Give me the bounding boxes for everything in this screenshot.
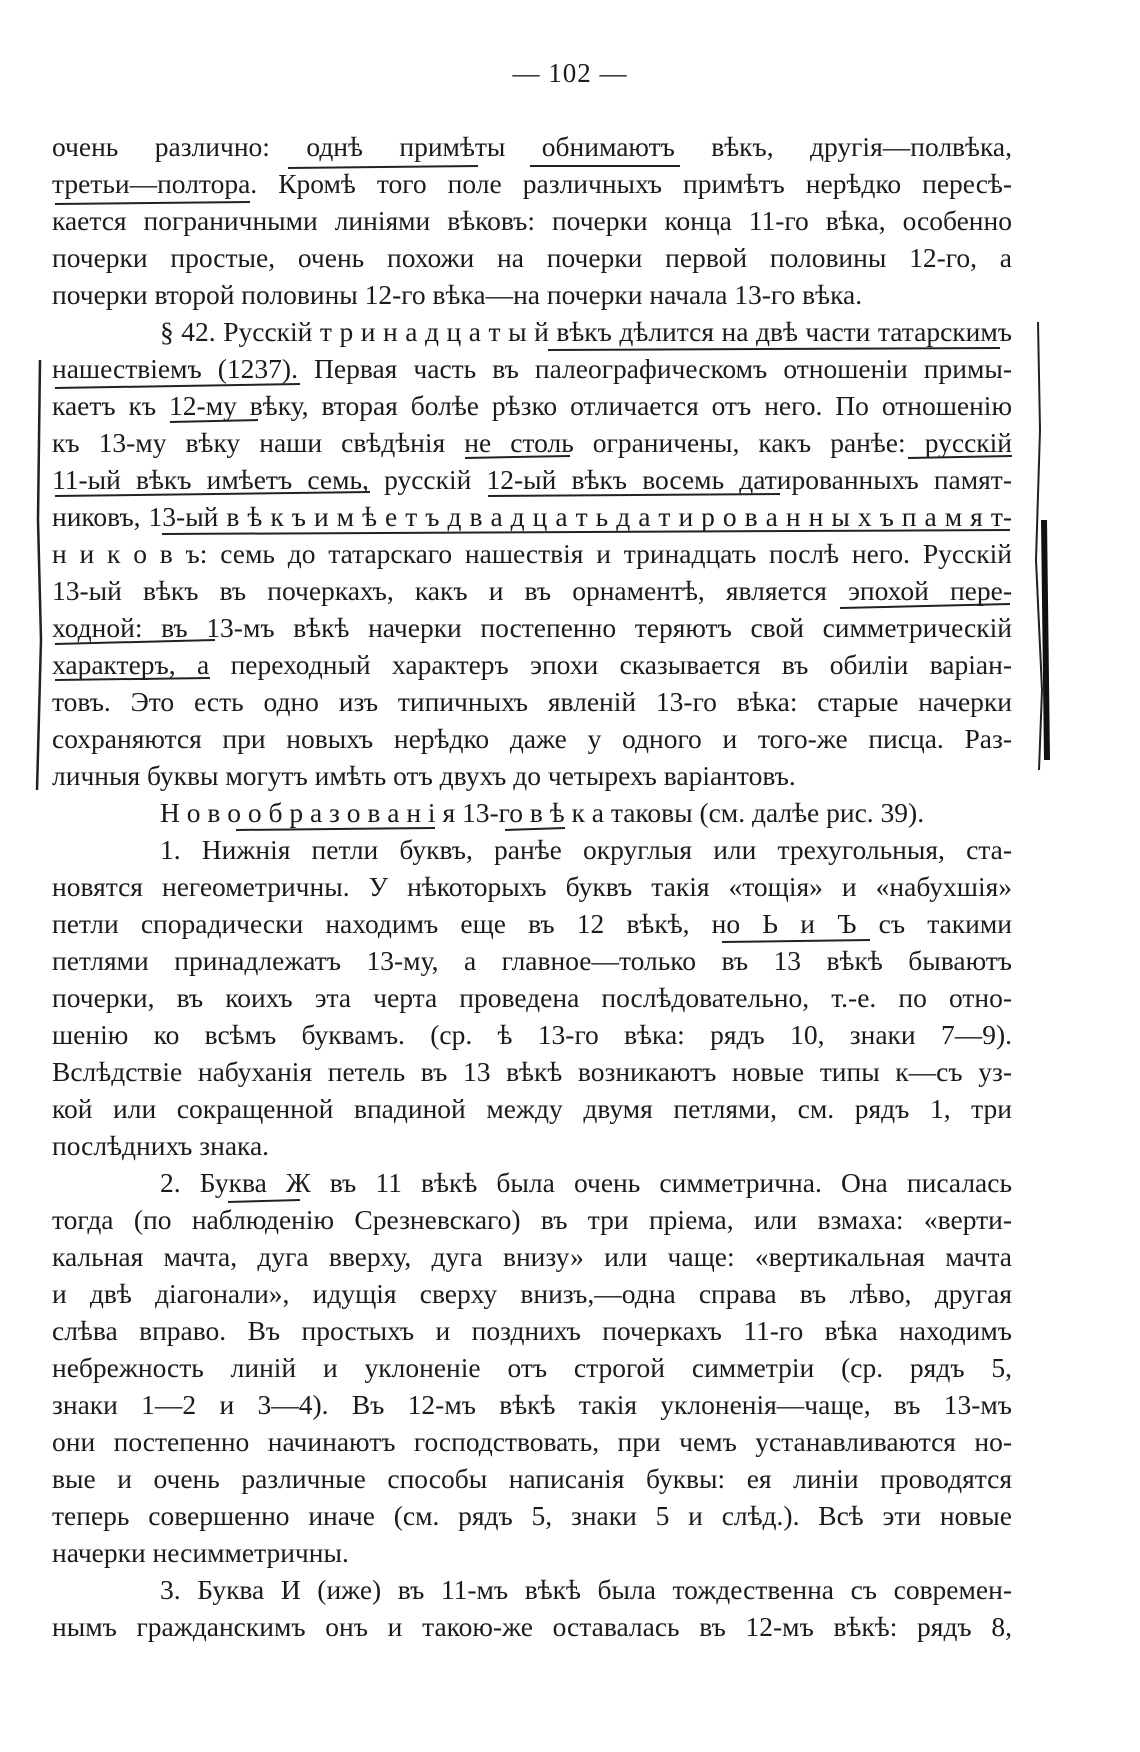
text-line: нашествіемъ (1237). Первая часть въ палеографическомъ отношеніи примы- [52, 353, 1012, 384]
text-line: небрежность линій и уклоненіе отъ строгой симметріи (ср. рядъ 5, [52, 1352, 1012, 1383]
text-line: 11-ый вѣкъ имѣетъ семь, русскій 12-ый вѣкъ восемь датированныхъ памят- [52, 464, 1012, 495]
text-line: новятся негеометричны. У нѣкоторыхъ буквъ такія «тощія» и «набухшія» [52, 871, 1012, 902]
text-line: Вслѣдствіе набуханія петель въ 13 вѣкѣ возникаютъ новые типы к—съ уз- [52, 1056, 1012, 1087]
text-line: каетъ къ 12-му вѣку, вторая болѣе рѣзко отличается отъ него. По отношенію [52, 390, 1012, 421]
text-line: кается пограничными линіями вѣковъ: почерки конца 11-го вѣка, особенно [52, 205, 1012, 236]
text-line: Н о в о о б р а з о в а н і я 13-го в ѣ к а таковы (см. далѣе рис. 39). [160, 797, 925, 828]
text-line: § 42. Русскій т р и н а д ц а т ы й вѣкъ дѣлится на двѣ части татарскимъ [160, 316, 1012, 347]
text-line: они постепенно начинаютъ господствовать, при чемъ устанавливаются но- [52, 1426, 1012, 1457]
text-line: 13-ый вѣкъ въ почеркахъ, какъ и въ орнаментѣ, является эпохой пере- [52, 575, 1012, 606]
text-line: и двѣ діагонали», идущія сверху внизъ,—одна справа въ лѣво, другая [52, 1278, 1012, 1309]
text-line: шенію ко всѣмъ буквамъ. (ср. ѣ 13-го вѣка: рядъ 10, знаки 7—9). [52, 1019, 1012, 1050]
text-line: 1. Нижнія петли буквъ, ранѣе округлыя или трехугольныя, ста- [160, 834, 1012, 865]
text-line: почерки, въ коихъ эта черта проведена послѣдовательно, т.-е. по отно- [52, 982, 1012, 1013]
text-line: петлями принадлежатъ 13-му, а главное—только въ 13 вѣкѣ бываютъ [52, 945, 1012, 976]
text-line: къ 13-му вѣку наши свѣдѣнія не столь ограничены, какъ ранѣе: русскій [52, 427, 1012, 458]
text-line: теперь совершенно иначе (см. рядъ 5, знаки 5 и слѣд.). Всѣ эти новые [52, 1500, 1012, 1531]
text-line: нымъ гражданскимъ онъ и такою-же оставалась въ 12-мъ вѣкѣ: рядъ 8, [52, 1611, 1012, 1642]
body-text [52, 128, 1012, 1645]
text-line: знаки 1—2 и 3—4). Въ 12-мъ вѣкѣ такія уклоненія—чаще, въ 13-мъ [52, 1389, 1012, 1420]
text-line: никовъ, 13-ый в ѣ к ъ и м ѣ е т ъ д в а д ц а т ь д а т и р о в а н н ы х ъ п а м я т- [52, 501, 1012, 532]
text-line: почерки второй половины 12-го вѣка—на почерки начала 13-го вѣка. [52, 279, 863, 310]
text-line: вые и очень различные способы написанія буквы: ея линіи проводятся [52, 1463, 1012, 1494]
text-line: начерки несимметричны. [52, 1537, 349, 1568]
text-line: товъ. Это есть одно изъ типичныхъ явленій 13-го вѣка: старые начерки [52, 686, 1012, 717]
text-line: кой или сокращенной впадиной между двумя петлями, см. рядъ 1, три [52, 1093, 1012, 1124]
text-line: личныя буквы могутъ имѣть отъ двухъ до четырехъ варіантовъ. [52, 760, 796, 791]
text-line: тогда (по наблюденію Срезневскаго) въ три пріема, или взмаха: «верти- [52, 1204, 1012, 1235]
text-line: 3. Буква И (иже) въ 11-мъ вѣкѣ была тождественна съ современ- [160, 1574, 1012, 1605]
text-line: характеръ, а переходный характеръ эпохи сказывается въ обиліи варіан- [52, 649, 1012, 680]
text-line: почерки простые, очень похожи на почерки первой половины 12-го, а [52, 242, 1012, 273]
text-line: н и к о в ъ: семь до татарскаго нашествія и тринадцать послѣ него. Русскій [52, 538, 1012, 569]
text-line: третьи—полтора. Кромѣ того поле различныхъ примѣтъ нерѣдко пересѣ- [52, 168, 1012, 199]
text-line: сохраняются при новыхъ нерѣдко даже у одного и того-же писца. Раз- [52, 723, 1012, 754]
text-line: петли спорадически находимъ еще въ 12 вѣкѣ, но Ь и Ъ съ такими [52, 908, 1012, 939]
text-line: послѣднихъ знака. [52, 1130, 270, 1161]
text-line: кальная мачта, дуга вверху, дуга внизу» или чаще: «вертикальная мачта [52, 1241, 1012, 1272]
text-line: очень различно: однѣ примѣты обнимаютъ вѣкъ, другія—полвѣка, [52, 131, 1012, 162]
text-line: 2. Буква Ж въ 11 вѣкѣ была очень симметрична. Она писалась [160, 1167, 1012, 1198]
text-line: ходной: въ 13-мъ вѣкѣ начерки постепенно теряютъ свой симметрическій [52, 612, 1012, 643]
text-line: слѣва вправо. Въ простыхъ и позднихъ почеркахъ 11-го вѣка находимъ [52, 1315, 1012, 1346]
page-number: — 102 — [512, 58, 628, 88]
